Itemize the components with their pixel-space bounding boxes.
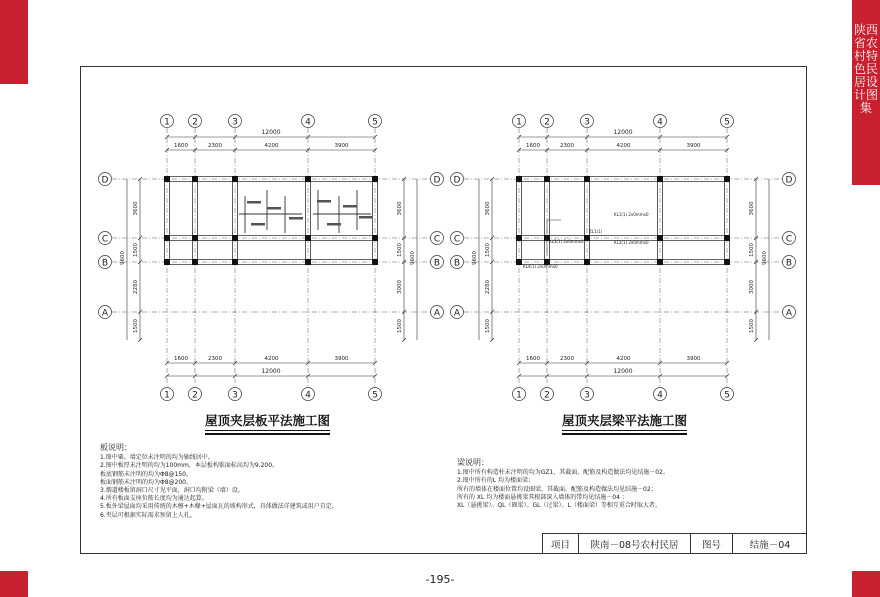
structural-column	[657, 176, 663, 182]
structural-column	[372, 259, 378, 265]
structural-column	[164, 176, 170, 182]
column-axis-top-label: 5	[724, 117, 730, 128]
slab-rebar-label	[343, 205, 357, 208]
row-axis-left-label: D	[453, 175, 461, 186]
column-axis-bottom-label: 3	[232, 390, 238, 401]
left-title-underline-thick	[205, 433, 330, 435]
dimension-row-left: 1500	[485, 243, 491, 257]
structural-column	[305, 235, 311, 241]
row-axis-right-label: B	[785, 258, 793, 269]
column-axis-bottom-label: 4	[657, 390, 663, 401]
row-axis-right-label: C	[433, 234, 441, 245]
row-axis-left-label: B	[453, 258, 461, 269]
dimension-row-left: 3600	[485, 201, 491, 216]
dimension-row-left: 1500	[133, 243, 139, 257]
column-axis-top-label: 4	[305, 117, 311, 128]
row-axis-right-label: C	[785, 234, 793, 245]
column-axis-top-label: 5	[372, 117, 378, 128]
row-axis-left-label: C	[453, 234, 461, 245]
beam-notes-title: 梁说明：	[457, 458, 489, 467]
structural-column	[305, 176, 311, 182]
structural-column	[544, 176, 550, 182]
structural-column	[164, 235, 170, 241]
beam-label: KL1(1) 2x0mmx0	[614, 212, 649, 217]
dimension-row-left: 1500	[133, 319, 139, 333]
structural-column	[724, 235, 730, 241]
slab-rebar-label	[267, 207, 281, 210]
right-title-underline-thick	[562, 433, 687, 435]
dimension-bay-top: 1600	[526, 143, 540, 149]
dimension-row-left: 3600	[133, 201, 139, 216]
beam-note-line: XL（悬挑梁）。QL（圈梁）。GL（过梁）。L（楼面梁）等相互重合时取大者。	[457, 502, 661, 510]
beam-notes	[457, 459, 797, 510]
structural-column	[724, 259, 730, 265]
dimension-bay-top: 4200	[616, 143, 631, 149]
slab-note-line: 板面钢筋未注明的均为Φ8@200。	[100, 478, 192, 486]
left-title-underline	[205, 430, 330, 431]
row-axis-left-label: A	[453, 308, 461, 319]
dimension-row-left: 9600	[120, 251, 126, 265]
structural-column	[657, 235, 663, 241]
structural-column	[232, 259, 238, 265]
beam-label: KL4(1) 2x0mmx0	[523, 264, 558, 269]
row-axis-right-label: A	[433, 308, 441, 319]
structural-column	[372, 235, 378, 241]
title-block	[542, 533, 807, 554]
dimension-row-left: 2280	[485, 280, 491, 294]
structural-column	[232, 235, 238, 241]
row-axis-left-label: A	[101, 308, 109, 319]
column-axis-bottom-label: 4	[305, 390, 311, 401]
dimension-row-right: 1500	[397, 243, 403, 257]
column-axis-top-label: 2	[544, 117, 550, 128]
column-axis-bottom-label: 1	[516, 390, 522, 401]
slab-notes	[100, 444, 430, 520]
dimension-bay-bottom: 3900	[686, 356, 701, 362]
dimension-bay-top: 3900	[334, 143, 349, 149]
structural-column	[584, 259, 590, 265]
beam-note-line: 所有的墙体在楼面位置均设圈梁，其截面。配筋及构造做法均见结施－02；	[457, 485, 657, 493]
dimension-row-left: 1500	[485, 319, 491, 333]
row-axis-left-label: D	[101, 175, 109, 186]
dimension-bay-bottom: 3900	[334, 356, 349, 362]
structural-column	[372, 176, 378, 182]
row-axis-left-label: C	[101, 234, 109, 245]
structural-column	[516, 259, 522, 265]
column-axis-bottom-label: 2	[544, 390, 550, 401]
dimension-row-right: 3600	[397, 201, 403, 216]
slab-rebar-label	[327, 223, 341, 226]
slab-note-line: 3.烟道楼板留洞口尺寸见平面，洞口均附梁（墙）设。	[100, 487, 244, 495]
column-axis-top-label: 3	[584, 117, 590, 128]
slab-note-line: 2.图中板厚未注明的均为100mm，本层板构锥面标高均为9.200。	[100, 462, 279, 470]
row-axis-left-label: B	[101, 258, 109, 269]
beam-note-line: 1.图中所有构造柱未注明的均为GZ1，其截面。配筋及构造做法均见结施－02。	[457, 469, 669, 477]
row-axis-right-label: B	[433, 258, 441, 269]
dimension-total-bottom: 12000	[261, 368, 281, 375]
column-axis-bottom-label: 3	[584, 390, 590, 401]
slab-rebar-label	[289, 217, 303, 220]
beam-label: ZL1(1)	[589, 229, 603, 234]
left-plan-title	[205, 411, 330, 429]
dimension-total-top: 12000	[261, 129, 281, 136]
column-axis-bottom-label: 5	[724, 390, 730, 401]
structural-column	[516, 176, 522, 182]
dimension-bay-top: 4200	[264, 143, 279, 149]
column-axis-top-label: 2	[192, 117, 198, 128]
dimension-bay-top: 2300	[208, 143, 222, 149]
right-plan-title	[562, 411, 687, 429]
right-title-underline	[562, 430, 687, 431]
dimension-bay-bottom: 4200	[616, 356, 631, 362]
dimension-total-bottom: 12000	[613, 368, 633, 375]
dimension-bay-bottom: 4200	[264, 356, 279, 362]
structural-column	[305, 259, 311, 265]
slab-rebar-label	[251, 223, 265, 226]
slab-rebar-label	[317, 200, 331, 203]
column-axis-bottom-label: 5	[372, 390, 378, 401]
beam-note-line: 2.图中所有的L 均为楼面梁；	[457, 477, 534, 485]
dimension-bay-bottom: 1600	[526, 356, 540, 362]
structural-column	[232, 176, 238, 182]
row-axis-right-label: D	[433, 175, 441, 186]
structural-column	[724, 176, 730, 182]
dimension-row-right: 9600	[410, 251, 416, 265]
structural-column	[584, 176, 590, 182]
slab-rebar-label	[359, 216, 373, 219]
column-axis-top-label: 4	[657, 117, 663, 128]
dimension-row-right: 3000	[749, 280, 755, 294]
row-axis-right-label: D	[785, 175, 793, 186]
title-block-drawing-no-value: 结施－04	[749, 540, 791, 551]
dimension-bay-bottom: 2300	[560, 356, 574, 362]
left-plan-title-text: 屋顶夹层板平法施工图	[205, 413, 331, 428]
structural-column	[516, 235, 522, 241]
column-axis-bottom-label: 2	[192, 390, 198, 401]
dimension-row-right: 1500	[749, 243, 755, 257]
slab-note-line: 4.所有板面支座负筋长度均为通达起算。	[100, 495, 208, 503]
dimension-row-right: 9600	[762, 251, 768, 265]
right-plan-title-text: 屋顶夹层梁平法施工图	[562, 413, 688, 428]
dimension-total-top: 12000	[613, 129, 633, 136]
structural-column	[657, 259, 663, 265]
beam-label: KL2(1) 2x0mmx0	[614, 240, 649, 245]
structural-column	[584, 235, 590, 241]
structural-column	[192, 259, 198, 265]
dimension-row-left: 9600	[472, 251, 478, 265]
page-number: -195-	[425, 573, 455, 586]
structural-column	[192, 176, 198, 182]
dimension-bay-top: 1600	[174, 143, 188, 149]
beam-note-line: 所有的 XL 均为楼面悬挑梁其根部深入墙体的带均见结施－04 ；	[457, 493, 628, 501]
column-axis-bottom-label: 1	[164, 390, 170, 401]
slab-note-line: 5.板外梁屋面均采用传统的木檩+木椽+屋面瓦的坡构形式，具体做法详建筑或用户自定。	[100, 503, 338, 511]
structural-column	[164, 259, 170, 265]
dimension-bay-top: 2300	[560, 143, 574, 149]
side-title: 陕西省农村特色民居设计图集	[853, 23, 878, 115]
slab-note-line: 1.图中粟。墙定位未注明的均为轴线居中。	[100, 454, 214, 462]
title-block-drawing-no-label: 图号	[691, 534, 733, 554]
dimension-row-right: 1500	[749, 319, 755, 333]
slab-note-line: 6.夹层可根据实际需求预留上人孔。	[100, 511, 196, 519]
structural-column	[192, 235, 198, 241]
row-axis-right-label: A	[785, 308, 793, 319]
dimension-row-right: 1500	[397, 319, 403, 333]
dimension-row-right: 3600	[749, 201, 755, 216]
title-block-project-label: 项目	[543, 534, 579, 554]
slab-notes-title: 板说明：	[100, 443, 132, 452]
title-block-project-value: 陕南－08号农村民居	[579, 534, 691, 554]
column-axis-top-label: 1	[516, 117, 522, 128]
column-axis-top-label: 1	[164, 117, 170, 128]
slab-note-line: 板底钢筋未注明的均为Φ8@150。	[100, 470, 192, 478]
beam-label: KL3(1) 2x0mmx0	[549, 239, 584, 244]
dimension-bay-bottom: 1600	[174, 356, 188, 362]
slab-rebar-label	[247, 201, 261, 204]
dimension-bay-bottom: 2300	[208, 356, 222, 362]
column-axis-top-label: 3	[232, 117, 238, 128]
dimension-row-left: 2280	[133, 280, 139, 294]
dimension-row-right: 3000	[397, 280, 403, 294]
dimension-bay-top: 3900	[686, 143, 701, 149]
